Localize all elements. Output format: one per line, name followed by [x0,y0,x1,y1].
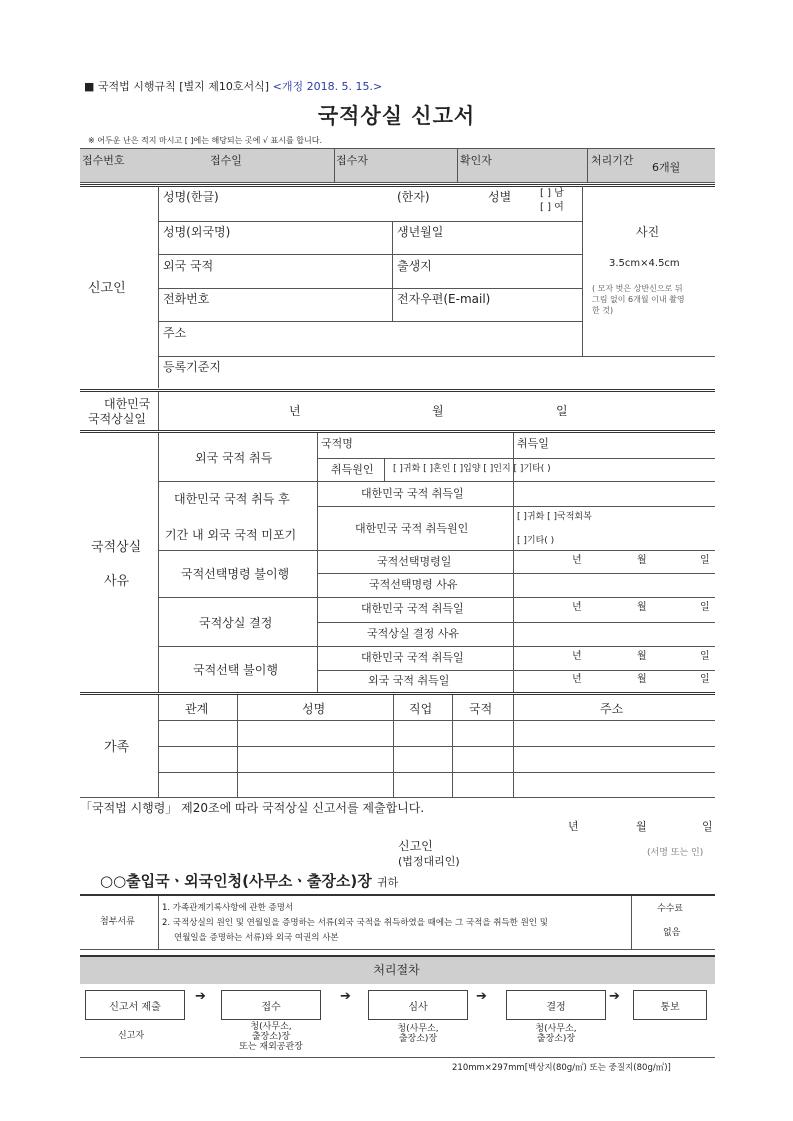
procedure-title: 처리절차 [373,963,420,977]
choice-foreign-day: 일 [700,674,710,685]
step-decision: 결정 [506,990,606,1020]
paper-spec-footer: 210mm×297mm[백상지(80g/㎡) 또는 중질지(80g/㎡)] [452,1063,671,1073]
step-receipt: 접수 [221,990,321,1020]
loss-date-month: 월 [432,404,444,418]
choice-order-day: 일 [700,555,710,566]
step-notification: 통보 [633,990,707,1020]
page-title: 국적상실 신고서 [317,104,476,128]
family-section-label: 가족 [104,740,130,755]
loss-date-label-line1: 대한민국 [104,397,151,411]
nationality-name-label: 국적명 [321,437,353,450]
foreign-nationality-label: 외국 국적 [163,259,214,273]
declaration-statement: 「국적법 시행령」 제20조에 따라 국적상실 신고서를 제출합니다. [80,801,425,815]
name-hanja-label: (한자) [397,190,430,204]
reason-section-label-line2: 사유 [104,574,130,589]
receipt-receiver: 접수자 [336,154,368,167]
decision-kr-acquisition-date-label: 대한민국 국적 취득일 [361,602,464,615]
acquisition-cause-label: 취득원인 [331,463,374,476]
address-label: 주소 [163,326,187,340]
reason-choice-order-noncompliance: 국적선택명령 불이행 [181,567,290,581]
kr-acquisition-date-label: 대한민국 국적 취득일 [361,487,464,500]
photo-size: 3.5cm×4.5cm [609,258,680,269]
step-review: 심사 [368,990,468,1020]
decision-month: 월 [637,602,647,613]
sex-female-checkbox[interactable]: [ ] 여 [540,202,564,213]
choice-order-month: 월 [637,555,647,566]
attachment-item1: 1. 가족관계기록사항에 관한 증명서 [162,903,294,913]
family-header-nationality: 국적 [469,702,493,716]
decision-day: 일 [700,602,710,613]
instruction-note: ※ 어두운 난은 적지 마시고 [ ]에는 해당되는 곳에 √ 표시를 합니다. [88,136,323,145]
choice-kr-acquisition-date-label: 대한민국 국적 취득일 [361,651,464,664]
decision-year: 년 [572,602,582,613]
registry-label: 등록기준지 [163,360,221,374]
loss-date-day: 일 [556,404,568,418]
arrow-icon: ➔ [609,989,620,1004]
declaration-year: 년 [568,820,579,833]
declaration-applicant: 신고인 [398,839,433,853]
reason-section-label-line1: 국적상실 [91,540,142,555]
reason-nonrenounce-line1: 대한민국 국적 취득 후 [174,492,290,506]
email-label: 전자우편(E-mail) [397,292,491,306]
fee-label: 수수료 [657,904,684,914]
family-header-address: 주소 [600,702,624,716]
revision-note: <개정 2018. 5. 15.> [272,80,383,93]
actor-applicant: 신고자 [118,1031,145,1041]
reason-loss-decision: 국적상실 결정 [199,616,273,630]
choice-kr-day: 일 [700,651,710,662]
acquisition-date-label: 취득일 [517,437,549,450]
arrow-icon: ➔ [476,989,487,1004]
addressee-honorific: 귀하 [376,876,399,889]
family-header-relation: 관계 [185,702,209,716]
actor-decision: 청(사무소, 출장소)장 [535,1024,577,1044]
acquisition-cause-options[interactable]: [ ]귀화 [ ]혼인 [ ]입양 [ ]인지 [ ]기타( ) [393,464,551,474]
applicant-section-label: 신고인 [88,281,126,296]
addressee: ○○출입국ㆍ외국인청(사무소ㆍ출장소)장 귀하 [100,872,399,890]
family-header-name: 성명 [302,702,326,716]
actor-receipt: 청(사무소, 출장소)장 또는 재외공관장 [239,1022,303,1052]
family-header-occupation: 직업 [409,702,433,716]
receipt-date: 접수일 [210,154,242,167]
kr-acquisition-cause-label: 대한민국 국적 취득원인 [355,522,469,535]
receipt-confirmer: 확인자 [460,154,492,167]
arrow-icon: ➔ [195,989,206,1004]
phone-label: 전화번호 [163,292,210,306]
signature-placeholder[interactable]: (서명 또는 인) [647,848,704,858]
kr-acquisition-cause-option1[interactable]: [ ]귀화 [ ]국적회복 [517,512,592,522]
choice-order-year: 년 [572,555,582,566]
reason-nonrenounce-line2: 기간 내 외국 국적 미포기 [165,528,297,542]
birthdate-label: 생년월일 [397,225,444,239]
reason-choice-noncompliance: 국적선택 불이행 [193,663,278,677]
form-reference: ■ 국적법 시행규칙 [별지 제10호서식] <개정 2018. 5. 15.> [84,80,383,93]
reason-foreign-acquisition: 외국 국적 취득 [195,451,273,465]
photo-note-line1: ( 모자 벗은 상반신으로 뒤 [592,284,683,293]
kr-acquisition-cause-option2[interactable]: [ ]기타( ) [517,536,555,546]
choice-kr-month: 월 [637,651,647,662]
declaration-month: 월 [636,820,647,833]
sex-male-checkbox[interactable]: [ ] 남 [540,188,564,199]
photo-title: 사진 [636,225,660,239]
choice-order-reason-label: 국적선택명령 사유 [369,578,458,591]
choice-foreign-month: 월 [637,674,647,685]
loss-date-year: 년 [289,404,301,418]
sex-label: 성별 [488,190,512,204]
fee-value: 없음 [663,928,681,938]
receipt-number: 접수번호 [82,154,125,167]
actor-review: 청(사무소, 출장소)장 [397,1024,439,1044]
photo-note-line2: 그림 없이 6개월 이내 촬영 [592,295,685,304]
name-foreign-label: 성명(외국명) [163,225,231,239]
declaration-legal-agent: (법정대리인) [398,855,460,868]
choice-foreign-acquisition-date-label: 외국 국적 취득일 [368,674,450,687]
choice-foreign-year: 년 [572,674,582,685]
processing-period-value: 6개월 [652,161,681,174]
birthplace-label: 출생지 [397,259,432,273]
loss-decision-reason-label: 국적상실 결정 사유 [367,627,460,640]
step-submit: 신고서 제출 [85,990,185,1020]
processing-period-label: 처리기간 [591,154,634,167]
attachment-item2-line2: 연월일을 증명하는 서류)와 외국 여권의 사본 [174,933,339,943]
arrow-icon: ➔ [340,989,351,1004]
choice-order-date-label: 국적선택명령일 [377,555,452,568]
attachments-label: 첨부서류 [100,917,135,927]
declaration-day: 일 [702,820,713,833]
loss-date-label-line2: 국적상실일 [88,412,146,426]
name-korean-label: 성명(한글) [163,190,219,204]
attachment-item2-line1: 2. 국적상실의 원인 및 연월일을 증명하는 서류(외국 국적을 취득하였을 때에는 그 국적을 취득한 원인 및 [162,918,548,928]
choice-kr-year: 년 [572,651,582,662]
photo-note-line3: 한 것) [592,306,614,315]
